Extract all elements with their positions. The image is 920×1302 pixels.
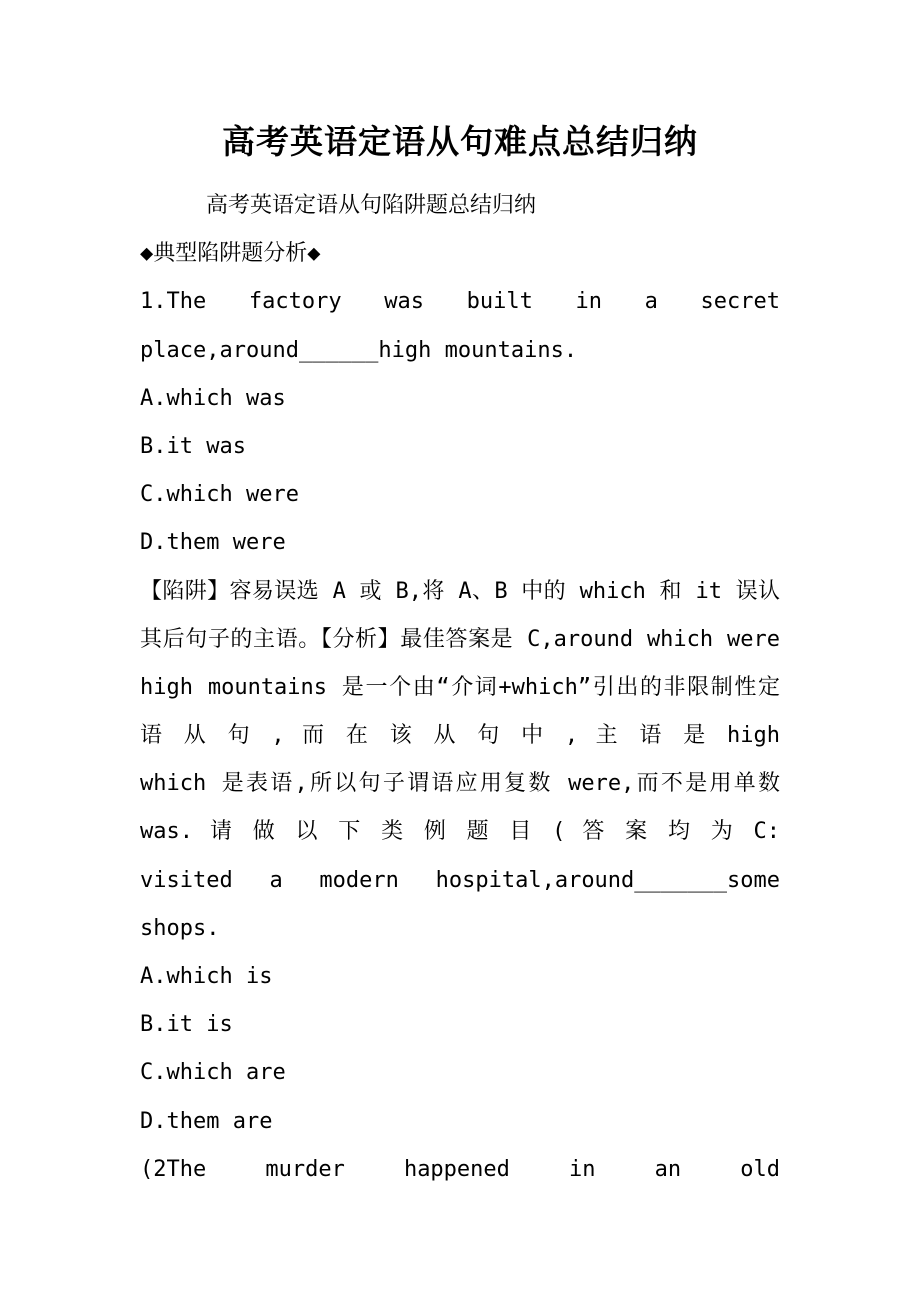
question-1-option-c: C.which were — [140, 482, 299, 508]
question-1-option-a: A.which was — [140, 385, 286, 411]
question-1-line-2: place,around______high mountains. — [140, 337, 578, 363]
question-2-option-a: A.which is — [140, 964, 273, 989]
page-title: 高考英语定语从句难点总结归纳 — [222, 122, 698, 161]
analysis-line: shops. — [140, 915, 220, 941]
question-2-option-b: B.it is — [140, 1012, 233, 1038]
analysis-line: visited a modern hospital,around_______some — [140, 867, 780, 893]
document-body — [140, 182, 780, 1194]
analysis-line: 其后句子的主语。【分析】最佳答案是 C,around which were — [140, 626, 780, 652]
analysis-line: which 是表语,所以句子谓语应用复数 were,而不是用单数 — [140, 771, 780, 797]
analysis-line: 语 从 句 , 而 在 该 从 句 中 , 主 语 是 high — [140, 723, 780, 749]
question-1-option-b: B.it was — [140, 433, 246, 459]
section-heading: ◆典型陷阱题分析◆ — [140, 241, 321, 267]
subtitle: 高考英语定语从句陷阱题总结归纳 — [206, 193, 537, 218]
analysis-line: high mountains 是一个由“介词+which”引出的非限制性定 — [140, 674, 780, 700]
analysis-line: was. 请 做 以 下 类 例 题 目 ( 答 案 均 为 C: — [140, 819, 780, 845]
question-2-option-c: C.which are — [140, 1060, 286, 1086]
question-1-line-1: 1.The factory was built in a secret — [140, 289, 780, 315]
question-1-option-d: D.them were — [140, 530, 286, 556]
analysis-line: 【陷阱】容易误选 A 或 B,将 A、B 中的 which 和 it 误认 — [140, 578, 780, 604]
question-3-line-1: (2The murder happened in an old — [140, 1156, 780, 1182]
question-2-option-d: D.them are — [140, 1108, 273, 1134]
